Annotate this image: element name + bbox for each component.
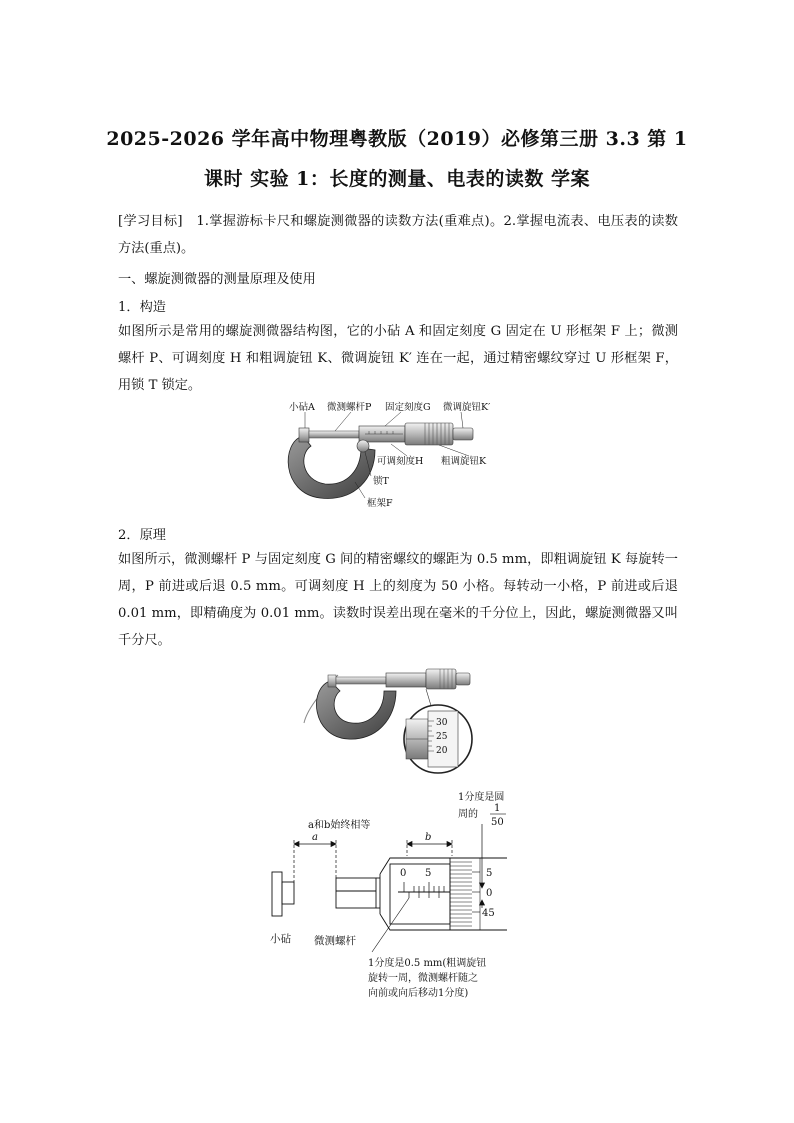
spindle-shape: [336, 878, 380, 908]
anvil-shape: [272, 872, 294, 916]
anvil: [299, 428, 309, 442]
page-title-line1: 2025-2026 学年高中物理粤教版（2019）必修第三册 3.3 第 1: [106, 128, 688, 150]
page-title-line2: 课时 实验 1：长度的测量、电表的读数 学案: [203, 168, 591, 190]
structure-paragraph: 如图所示是常用的螺旋测微器结构图，它的小砧 A 和固定刻度 G 固定在 U 形框架 F 上；微测螺杆 P、可调刻度 H 和粗调旋钮 K、微调旋钮 K′ 连在一起，通过精密螺纹穿过 U 形框架 F，用锁 T 锁定。: [118, 324, 678, 393]
frac-den: 50: [491, 817, 504, 828]
pitch-note-line1: 1分度是0.5 mm(粗调旋钮: [368, 958, 487, 969]
pitch-note-line2: 旋转一周，微测螺杆随之: [368, 973, 478, 984]
frac-num: 1: [494, 803, 501, 814]
label-anvil: 小砧: [270, 933, 291, 945]
label-coarse-knob: 粗调旋钮K: [441, 456, 487, 467]
pitch-note-line3: 向前或向后移动1分度): [368, 988, 469, 999]
label-fixed-scale: 固定刻度G: [385, 402, 431, 413]
learning-objectives: [学习目标] 1.掌握游标卡尺和螺旋测微器的读数方法(重难点)。2.掌握电流表、电压表的读数方法(重点)。: [118, 214, 678, 256]
thimble-45: 45: [482, 908, 495, 919]
thimble-5: 5: [486, 868, 493, 879]
main-scale-0: 0: [400, 868, 407, 879]
lock-ring: [357, 440, 369, 452]
zoom-scale-30: 30: [436, 718, 448, 728]
label-fine-knob: 微调旋钮K′: [443, 402, 491, 413]
main-scale-ticks: [404, 882, 444, 898]
label-adjustable-scale: 可调刻度H: [377, 456, 424, 467]
label-lock: 锁T: [373, 476, 389, 487]
ratchet: [453, 428, 473, 440]
spindle: [309, 431, 359, 438]
main-scale-5: 5: [425, 868, 432, 879]
thimble-0: 0: [486, 888, 493, 899]
label-anvil: 小砧A: [289, 402, 315, 413]
section1-heading: 一、螺旋测微器的测量原理及使用: [118, 272, 316, 287]
sub2-heading: 2．原理: [118, 528, 166, 543]
micrometer-principle-diagram: [262, 784, 562, 1006]
principle-paragraph: 如图所示，微测螺杆 P 与固定刻度 G 间的精密螺纹的螺距为 0.5 mm，即粗调旋钮 K 每旋转一周，P 前进或后退 0.5 mm。可调刻度 H 上的刻度为 50 小格。每转动一小格，P 前进或后退 0.01 mm，即精确度为 0.01 mm。读数时误差出现在毫米的千分位上，因此，螺旋测微器又叫千分尺。: [118, 552, 678, 648]
micrometer-photo-figure: [300, 655, 490, 780]
div-note-line1: 1分度是圆: [458, 792, 505, 803]
label-spindle: 微测螺杆: [314, 935, 356, 947]
label-b: b: [425, 832, 432, 843]
label-spindle: 微测螺杆P: [327, 402, 372, 413]
div-note-line2: 周的: [458, 809, 478, 820]
zoom-scale-20: 20: [436, 746, 448, 756]
micrometer-structure-figure: [275, 398, 515, 516]
label-a: a: [312, 832, 318, 843]
u-frame: [316, 681, 396, 739]
thimble-ticks: [450, 862, 480, 926]
label-frame: 框架F: [367, 498, 393, 509]
label-equal-note: a和b始终相等: [308, 820, 371, 831]
zoom-scale-25: 25: [436, 732, 448, 742]
sub1-heading: 1．构造: [118, 300, 166, 315]
